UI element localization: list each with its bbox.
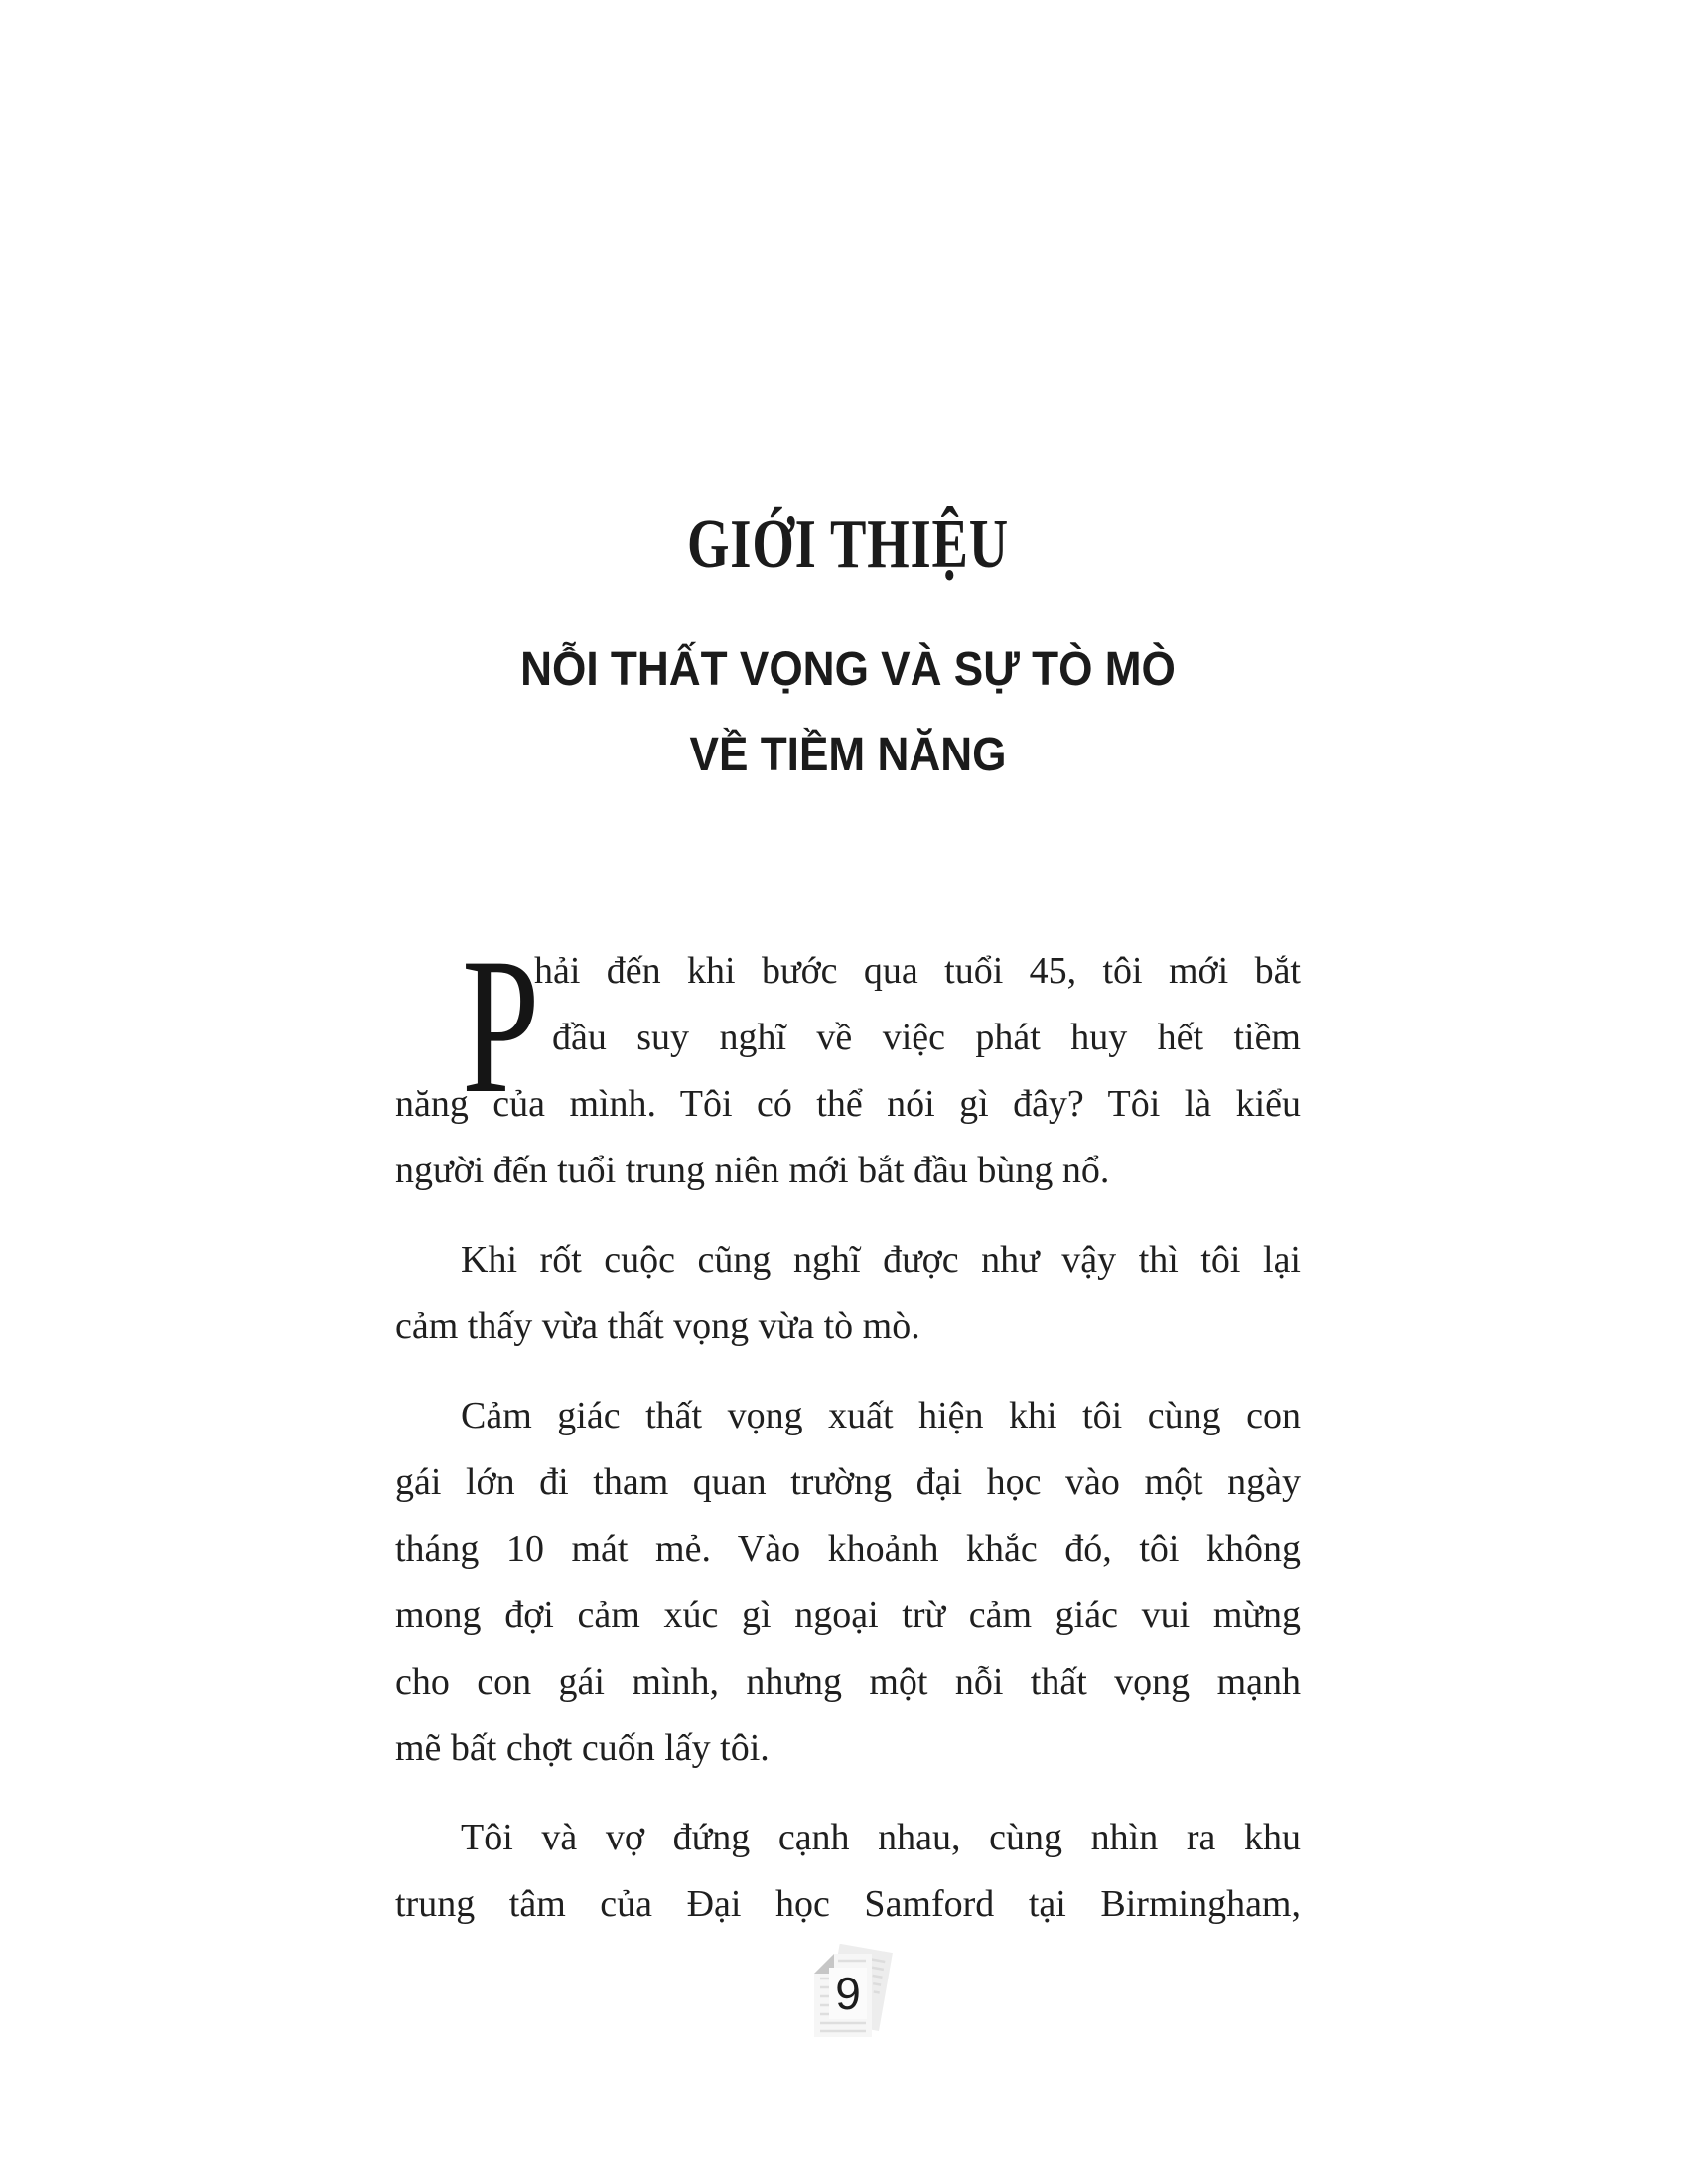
chapter-subtitle-line-1: NỖI THẤT VỌNG VÀ SỰ TÒ MÒ (520, 643, 1176, 696)
paragraph-1 (395, 918, 1301, 1204)
text-line: tháng 10 mát mẻ. Vào khoảnh khắc đó, tôi không (395, 1528, 1301, 1570)
paragraph-2 (395, 1227, 1301, 1360)
text-line: gái lớn đi tham quan trường đại học vào một ngày (395, 1461, 1301, 1503)
text-line: cho con gái mình, nhưng một nỗi thất vọng mạnh (395, 1661, 1301, 1703)
text-line: Khi rốt cuộc cũng nghĩ được như vậy thì tôi lại (461, 1239, 1301, 1281)
drop-cap-letter: P (462, 918, 540, 1134)
text-line: mong đợi cảm xúc gì ngoại trừ cảm giác vui mừng (395, 1594, 1301, 1636)
text-line: Cảm giác thất vọng xuất hiện khi tôi cùng con (461, 1395, 1301, 1436)
body-text (395, 918, 1301, 1938)
chapter-subtitle (431, 627, 1264, 798)
text-line: trung tâm của Đại học Samford tại Birmingham, (395, 1883, 1301, 1925)
text-line: hải đến khi bước qua tuổi 45, tôi mới bắt (534, 950, 1301, 992)
text-line: đầu suy nghĩ về việc phát huy hết tiềm (552, 1017, 1301, 1058)
chapter-subtitle-line-2: VỀ TIỀM NĂNG (689, 729, 1007, 781)
text-line: Tôi và vợ đứng cạnh nhau, cùng nhìn ra khu (461, 1817, 1301, 1858)
text-line: năng của mình. Tôi có thể nói gì đây? Tôi là kiểu (395, 1083, 1301, 1125)
text-line: người đến tuổi trung niên mới bắt đầu bùng nổ. (395, 1150, 1110, 1191)
text-line: cảm thấy vừa thất vọng vừa tò mò. (395, 1305, 920, 1347)
chapter-title: GIỚI THIỆU (687, 505, 1009, 583)
paragraph-4 (395, 1805, 1301, 1938)
paragraph-3 (395, 1383, 1301, 1782)
text-line: mẽ bất chợt cuốn lấy tôi. (395, 1727, 770, 1769)
page-footer (794, 1944, 914, 2053)
page-number: 9 (812, 1968, 884, 2019)
